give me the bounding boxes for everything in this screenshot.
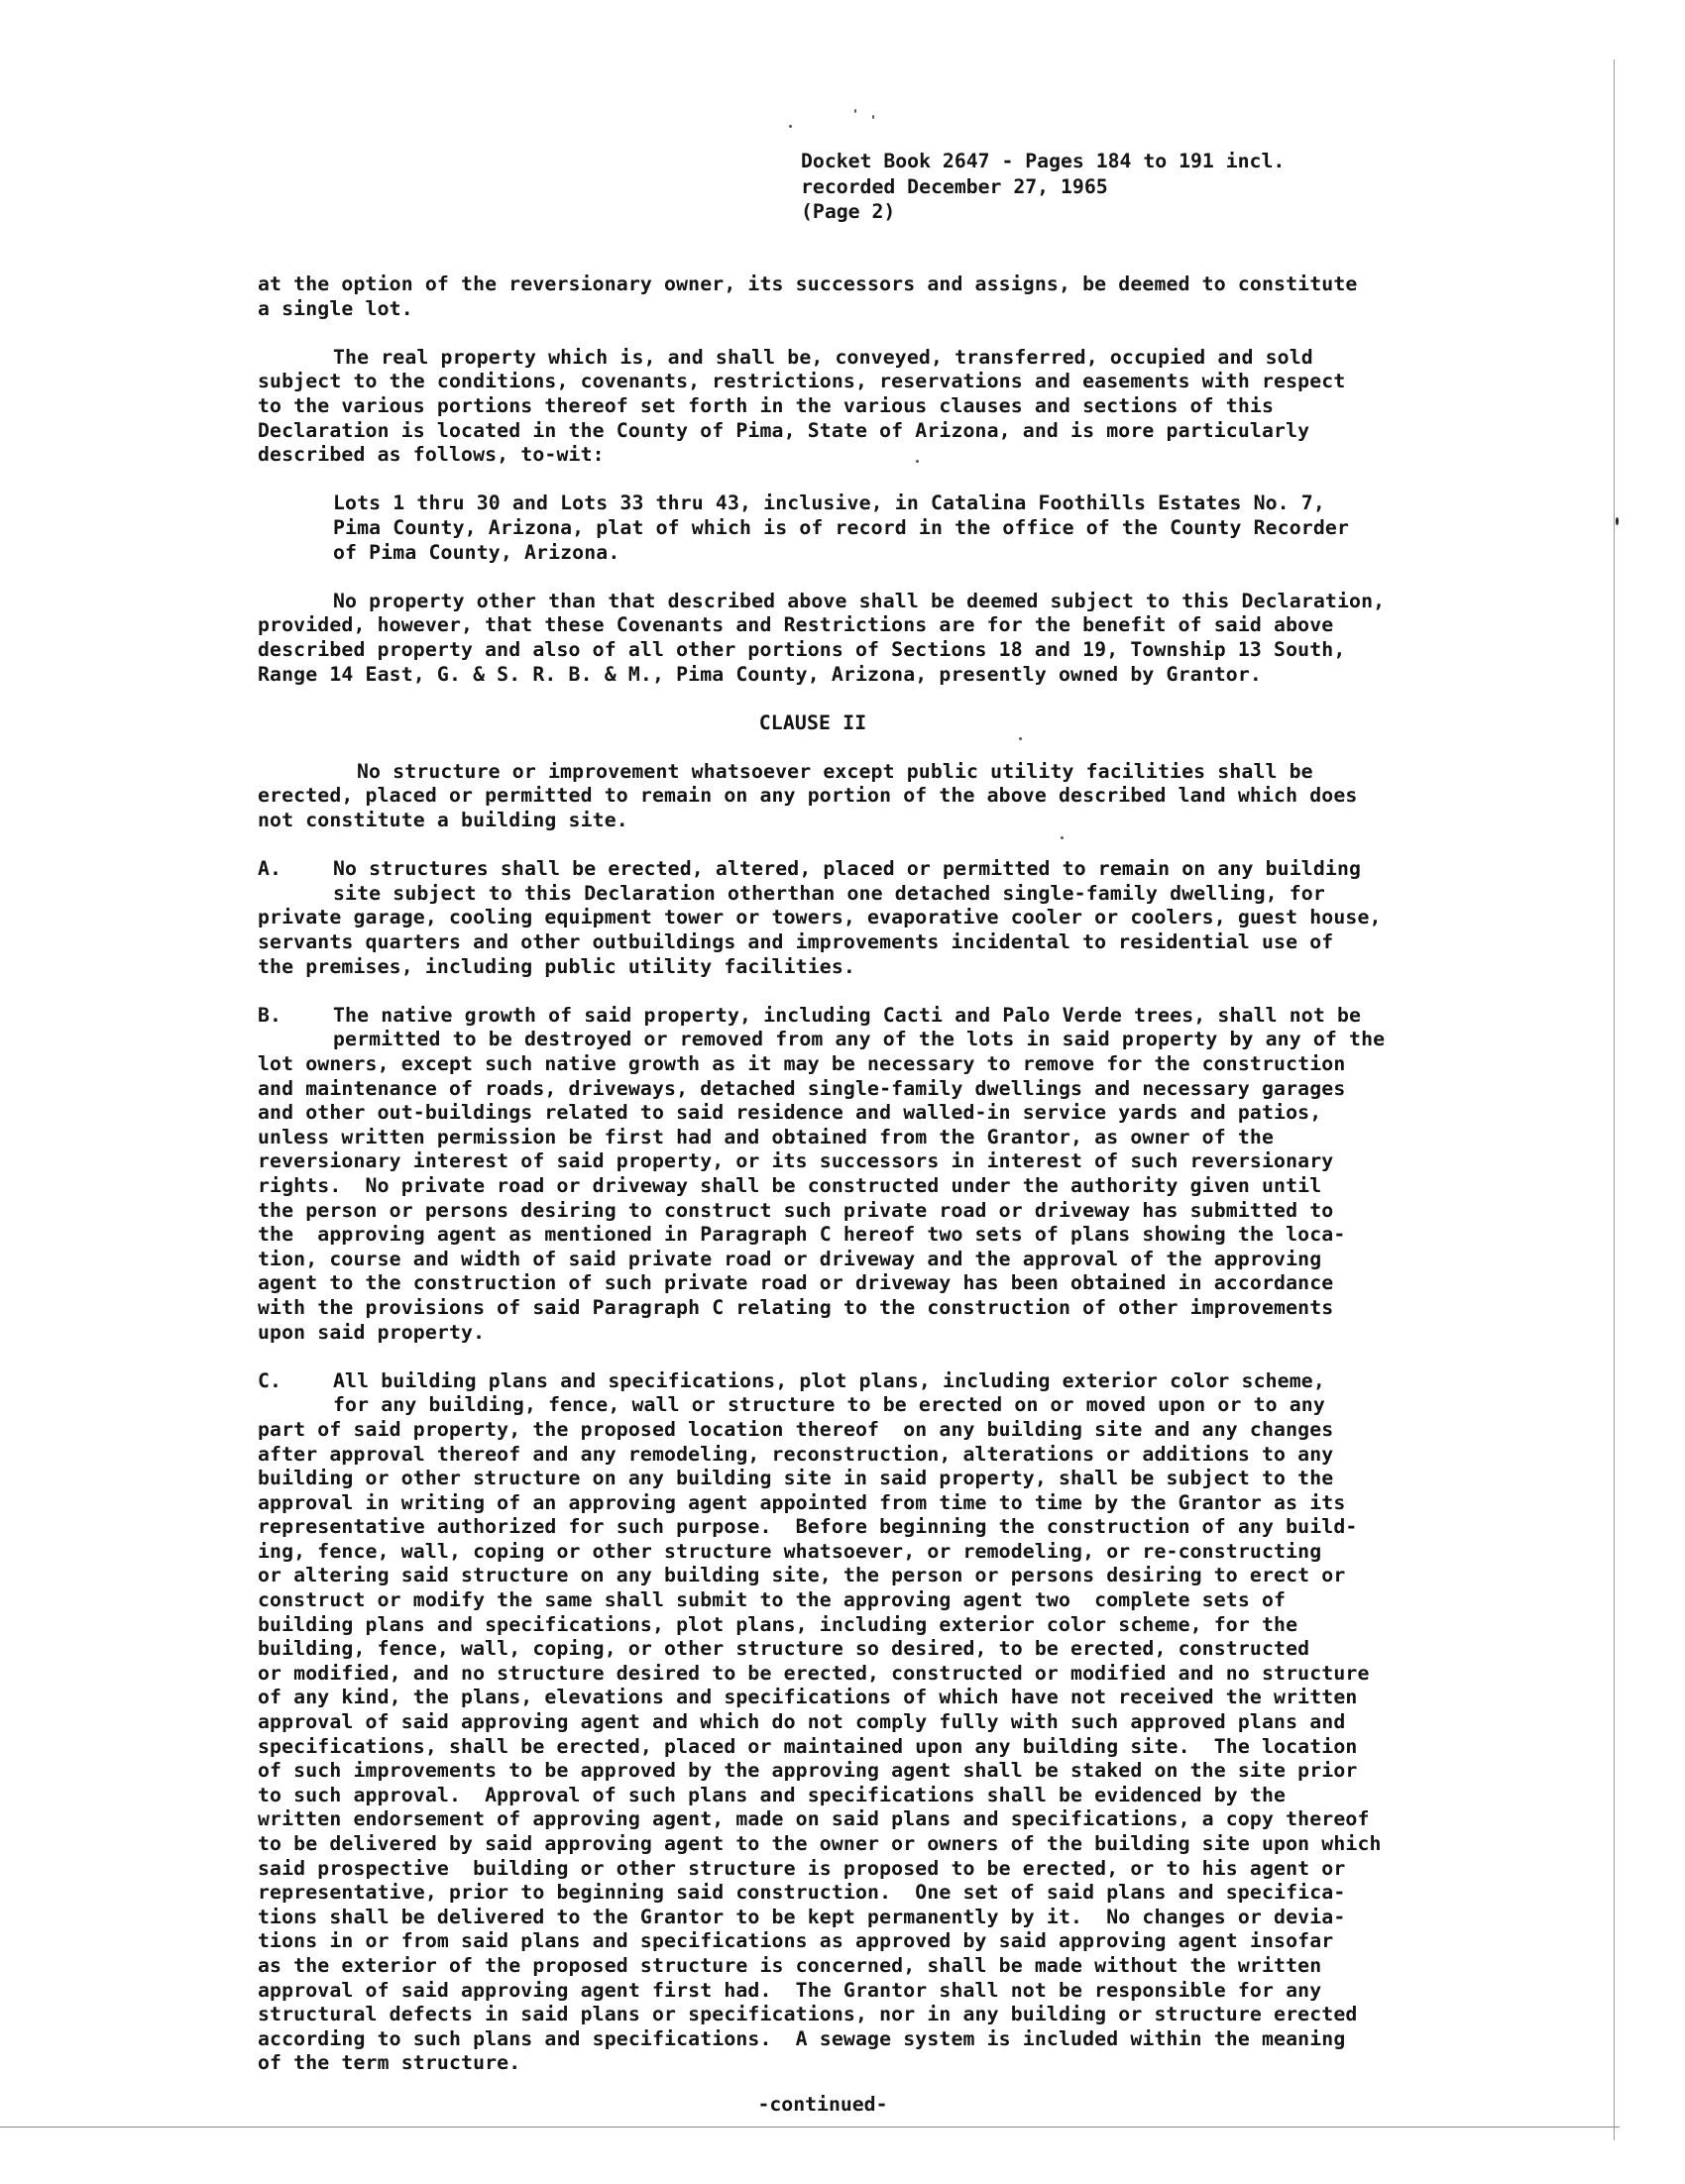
text-line: ing, fence, wall, coping or other structure whatsoever, or remodeling, or re-constructing xyxy=(258,1539,1322,1563)
text-line: of any kind, the plans, elevations and specifications of which have not received the written xyxy=(258,1686,1358,1709)
text-line: approval of said approving agent first had. The Grantor shall not be responsible for any xyxy=(258,1978,1322,2002)
page-edge-right xyxy=(1614,59,1615,2140)
text-line: site subject to this Declaration otherthan one detached single-family dwelling, for xyxy=(333,881,1325,905)
text-line: unless written permission be first had and obtained from the Grantor, as owner of the xyxy=(258,1125,1275,1148)
text-line: construct or modify the same shall submit to the approving agent two complete sets of xyxy=(258,1588,1287,1612)
scan-speck xyxy=(872,115,874,119)
text-line: and maintenance of roads, driveways, detached single-family dwellings and necessary garages xyxy=(258,1076,1346,1100)
text-line: with the provisions of said Paragraph C relating to the construction of other improvements xyxy=(258,1295,1334,1319)
text-line: agent to the construction of such private road or driveway has been obtained in accordance xyxy=(258,1271,1334,1295)
text-line: said prospective building or other structure is proposed to be erected, or to his agent or xyxy=(258,1856,1346,1880)
text-line: tions shall be delivered to the Grantor to be kept permanently by it. No changes or devia- xyxy=(258,1905,1346,1928)
text-line: building or other structure on any building site in said property, shall be subject to the xyxy=(258,1467,1334,1490)
text-line: The real property which is, and shall be, conveyed, transferred, occupied and sold xyxy=(333,345,1313,369)
paragraph-intro xyxy=(258,273,1398,321)
text-line: rights. No private road or driveway shall be constructed under the authority given until xyxy=(258,1173,1322,1197)
text-line: the premises, including public utility facilities. xyxy=(258,954,855,978)
document-body xyxy=(258,273,1398,2076)
text-line: No structure or improvement whatsoever except public utility facilities shall be xyxy=(357,759,1313,783)
text-line: according to such plans and specifications. A sewage system is included within the meaning xyxy=(258,2026,1346,2050)
continued-marker: -continued- xyxy=(757,2093,888,2116)
item-c xyxy=(258,1369,1398,2076)
item-a xyxy=(258,857,1398,979)
text-line: to be delivered by said approving agent to the owner or owners of the building site upon which xyxy=(258,1832,1382,1855)
text-line: reversionary interest of said property, or its successors in interest of such reversionary xyxy=(258,1149,1334,1173)
header-page-line: (Page 2) xyxy=(801,200,896,223)
text-line: of such improvements to be approved by the approving agent shall be staked on the site prior xyxy=(258,1759,1358,1783)
text-line: building, fence, wall, coping, or other structure so desired, to be erected, constructed xyxy=(258,1637,1310,1661)
text-line: All building plans and specifications, plot plans, including exterior color scheme, xyxy=(333,1368,1325,1392)
text-line: described property and also of all other portions of Sections 18 and 19, Township 13 South, xyxy=(258,637,1346,661)
text-line: or modified, and no structure desired to be erected, constructed or modified and no structure xyxy=(258,1661,1370,1685)
text-line: No property other than that described above shall be deemed subject to this Declaration, xyxy=(333,589,1386,612)
text-line: of the term structure. xyxy=(258,2051,521,2075)
text-line: permitted to be destroyed or removed from any of the lots in said property by any of the xyxy=(333,1028,1386,1051)
text-line: servants quarters and other outbuildings and improvements incidental to residential use of xyxy=(258,930,1334,954)
text-line: part of said property, the proposed location thereof on any building site and any changes xyxy=(258,1417,1334,1441)
text-line: erected, placed or permitted to remain on any portion of the above described land which does xyxy=(258,784,1358,808)
text-line: or altering said structure on any building site, the person or persons desiring to erect or xyxy=(258,1564,1346,1587)
text-line: private garage, cooling equipment tower or towers, evaporative cooler or coolers, guest house, xyxy=(258,906,1382,929)
text-line: upon said property. xyxy=(258,1320,486,1344)
text-line: a single lot. xyxy=(258,296,413,320)
text-line: representative authorized for such purpose. Before beginning the construction of any build- xyxy=(258,1515,1358,1539)
text-line: provided, however, that these Covenants and Restrictions are for the benefit of said above xyxy=(258,613,1334,637)
text-line: at the option of the reversionary owner, its successors and assigns, be deemed to constitute xyxy=(258,273,1358,295)
text-line: written endorsement of approving agent, made on said plans and specifications, a copy thereof xyxy=(258,1807,1370,1831)
text-line: representative, prior to beginning said construction. One set of said plans and specifica- xyxy=(258,1881,1346,1905)
paragraph-real-property xyxy=(258,346,1398,468)
scan-speck xyxy=(854,109,856,113)
text-line: specifications, shall be erected, placed or maintained upon any building site. The location xyxy=(258,1734,1358,1758)
text-line: tion, course and width of said private road or driveway and the approval of the approving xyxy=(258,1247,1322,1270)
item-label: B. xyxy=(258,1003,282,1027)
item-label: A. xyxy=(258,857,282,881)
text-line: as the exterior of the proposed structure is concerned, shall be made without the written xyxy=(258,1953,1322,1977)
text-line: Range 14 East, G. & S. R. B. & M., Pima County, Arizona, presently owned by Grantor. xyxy=(258,662,1262,686)
paragraph-no-other-property xyxy=(258,590,1398,687)
text-line: Lots 1 thru 30 and Lots 33 thru 43, inclusive, in Catalina Foothills Estates No. 7, xyxy=(333,491,1325,515)
scan-speck xyxy=(789,125,792,128)
text-line: the person or persons desiring to construct such private road or driveway has submitted to xyxy=(258,1198,1334,1222)
text-line: and other out-buildings related to said residence and walled-in service yards and patios, xyxy=(258,1101,1322,1125)
page-edge-bottom xyxy=(0,2127,1620,2128)
text-line: The native growth of said property, including Cacti and Palo Verde trees, shall not be xyxy=(333,1003,1362,1027)
text-line: lot owners, except such native growth as it may be necessary to remove for the construction xyxy=(258,1052,1346,1075)
paragraph-clause-2 xyxy=(258,760,1398,833)
text-line: building plans and specifications, plot plans, including exterior color scheme, for the xyxy=(258,1612,1298,1636)
paragraph-lot-description xyxy=(258,491,1398,565)
text-line: to the various portions thereof set forth in the various clauses and sections of this xyxy=(258,393,1275,417)
text-line: described as follows, to-wit: xyxy=(258,443,605,467)
text-line: structural defects in said plans or specifications, nor in any building or structure erected xyxy=(258,2003,1358,2026)
text-line: the approving agent as mentioned in Paragraph C hereof two sets of plans showing the loca- xyxy=(258,1223,1346,1247)
text-line: approval in writing of an approving agent appointed from time to time by the Grantor as its xyxy=(258,1490,1346,1514)
text-line: not constitute a building site. xyxy=(258,809,628,832)
scan-speck xyxy=(1616,517,1619,525)
header-recorded-line: recorded December 27, 1965 xyxy=(801,174,1108,198)
text-line: Pima County, Arizona, plat of which is of record in the office of the County Recorder xyxy=(333,515,1350,539)
text-line: to such approval. Approval of such plans and specifications shall be evidenced by the xyxy=(258,1783,1287,1806)
header-docket-line: Docket Book 2647 - Pages 184 to 191 incl. xyxy=(801,150,1286,172)
text-line: of Pima County, Arizona. xyxy=(333,540,620,564)
item-b xyxy=(258,1004,1398,1345)
text-line: for any building, fence, wall or structure to be erected on or moved upon or to any xyxy=(333,1393,1325,1417)
text-line: subject to the conditions, covenants, restrictions, reservations and easements with respect xyxy=(258,370,1346,393)
text-line: tions in or from said plans and specifications as approved by said approving agent insofar xyxy=(258,1929,1334,1953)
text-line: after approval thereof and any remodeling, reconstruction, alterations or additions to any xyxy=(258,1442,1334,1466)
item-label: C. xyxy=(258,1368,282,1392)
docket-header xyxy=(801,149,1356,225)
text-line: approval of said approving agent and which do not comply fully with such approved plans and xyxy=(258,1710,1346,1734)
text-line: No structures shall be erected, altered, placed or permitted to remain on any building xyxy=(333,857,1362,881)
clause-heading: CLAUSE II xyxy=(758,710,867,734)
text-line: Declaration is located in the County of Pima, State of Arizona, and is more particularly xyxy=(258,418,1310,442)
